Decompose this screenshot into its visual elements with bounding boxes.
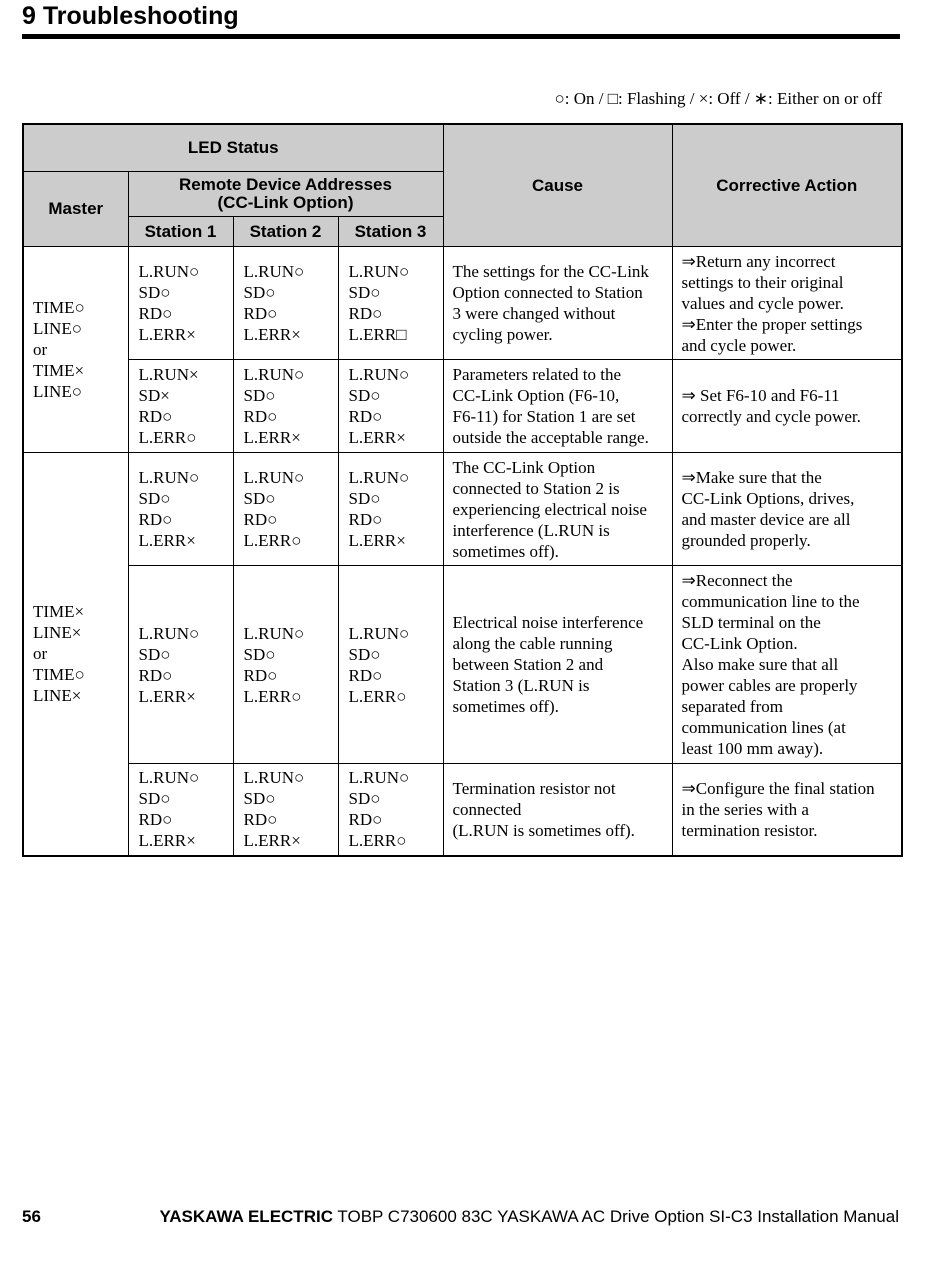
led-status: SD○ — [243, 489, 276, 508]
document-title: TOBP C730600 83C YASKAWA AC Drive Option SI-C3 Installation Manual — [332, 1207, 899, 1226]
led-status: RD○ — [243, 665, 278, 685]
led-status: RD○ — [243, 510, 278, 529]
station-2-led-cell — [233, 247, 338, 360]
led-status: L.ERR○ — [348, 686, 407, 706]
led-status: L.ERR○ — [243, 686, 302, 706]
led-status: L.ERR× — [138, 686, 196, 706]
troubleshooting-table — [22, 123, 903, 857]
led-status-header: LED Status — [23, 124, 443, 172]
station-1-led-cell — [128, 360, 233, 453]
cause-cell: The settings for the CC-Link Option connected to Station 3 were changed without cycling power. — [443, 247, 672, 360]
led-status: SD○ — [243, 789, 276, 809]
corrective-action-cell: ⇒Make sure that the CC-Link Options, drives, and master device are all grounded properly. — [672, 453, 902, 566]
led-status: L.ERR○ — [348, 831, 407, 851]
led-status: SD○ — [348, 386, 381, 405]
led-status: L.ERR○ — [243, 531, 302, 550]
led-status: L.RUN○ — [348, 262, 410, 281]
led-status: L.RUN○ — [138, 468, 200, 487]
cause-cell: The CC-Link Option connected to Station 2 is experiencing electrical noise interference (L.RUN is sometimes off). — [443, 453, 672, 566]
led-status: L.ERR○ — [138, 428, 197, 447]
station-3-led-cell — [338, 453, 443, 566]
master-header: Master — [23, 172, 128, 247]
led-status: SD○ — [243, 283, 276, 302]
led-status: SD○ — [348, 644, 381, 664]
led-status: L.ERR× — [348, 428, 406, 447]
remote-device-header: Remote Device Addresses (CC-Link Option) — [128, 172, 443, 217]
led-status: L.RUN○ — [348, 768, 410, 788]
led-status: L.ERR× — [243, 831, 301, 851]
led-status: RD○ — [138, 407, 173, 426]
led-status: L.RUN○ — [138, 262, 200, 281]
led-status: RD○ — [138, 304, 173, 323]
table-row — [23, 247, 902, 360]
led-status: RD○ — [243, 304, 278, 323]
led-status: SD○ — [138, 283, 171, 302]
table-row — [23, 566, 902, 764]
led-status: RD○ — [348, 304, 383, 323]
led-status: L.ERR× — [138, 531, 196, 550]
led-status: RD○ — [348, 810, 383, 830]
led-status: L.ERR× — [348, 531, 406, 550]
cause-cell: Termination resistor not connected (L.RUN is sometimes off). — [443, 764, 672, 856]
cause-cell: Electrical noise interference along the cable running between Station 2 and Station 3 (L.RUN is sometimes off). — [443, 566, 672, 764]
master-status-cell: TIME○ LINE○ or TIME× LINE○ — [23, 247, 128, 453]
corrective-action-cell: ⇒ Set F6-10 and F6-11 correctly and cycle power. — [672, 360, 902, 453]
led-status: L.ERR× — [243, 428, 301, 447]
led-status: L.RUN× — [138, 365, 199, 384]
led-status: L.RUN○ — [243, 262, 305, 281]
led-status: L.RUN○ — [243, 365, 305, 384]
cause-cell: Parameters related to the CC-Link Option (F6-10, F6-11) for Station 1 are set outside the acceptable range. — [443, 360, 672, 453]
corrective-action-header: Corrective Action — [672, 124, 902, 247]
master-status-cell: TIME× LINE× or TIME○ LINE× — [23, 453, 128, 856]
led-status: RD○ — [138, 510, 173, 529]
led-status: L.RUN○ — [348, 365, 410, 384]
led-status: L.RUN○ — [138, 768, 200, 788]
led-status: L.RUN○ — [348, 623, 410, 643]
led-status: L.RUN○ — [243, 623, 305, 643]
station-1-led-cell — [128, 247, 233, 360]
station-3-led-cell — [338, 360, 443, 453]
table-row — [23, 764, 902, 856]
led-status: L.ERR× — [138, 325, 196, 344]
led-status: RD○ — [243, 407, 278, 426]
page-footer — [22, 1206, 899, 1228]
led-status: SD× — [138, 386, 170, 405]
led-status: SD○ — [243, 386, 276, 405]
brand-name: YASKAWA ELECTRIC — [159, 1207, 333, 1226]
led-status: RD○ — [348, 510, 383, 529]
station-3-led-cell — [338, 764, 443, 856]
led-status: L.RUN○ — [243, 468, 305, 487]
cause-header: Cause — [443, 124, 672, 247]
station-3-led-cell — [338, 566, 443, 764]
led-status: RD○ — [348, 407, 383, 426]
table-row — [23, 360, 902, 453]
led-status: SD○ — [138, 644, 171, 664]
led-status: SD○ — [348, 283, 381, 302]
led-status: SD○ — [348, 489, 381, 508]
station-2-led-cell — [233, 566, 338, 764]
table-row — [23, 453, 902, 566]
page-title: 9 Troubleshooting — [22, 0, 900, 39]
led-status: L.ERR× — [138, 831, 196, 851]
corrective-action-cell: ⇒Configure the final station in the series with a termination resistor. — [672, 764, 902, 856]
station-1-header: Station 1 — [128, 217, 233, 247]
document-reference — [159, 1206, 899, 1228]
station-2-header: Station 2 — [233, 217, 338, 247]
station-2-led-cell — [233, 360, 338, 453]
led-status: SD○ — [138, 789, 171, 809]
station-1-led-cell — [128, 453, 233, 566]
station-1-led-cell — [128, 566, 233, 764]
led-status: SD○ — [243, 644, 276, 664]
led-status: RD○ — [138, 810, 173, 830]
led-status: RD○ — [138, 665, 173, 685]
corrective-action-cell: ⇒Reconnect the communication line to the SLD terminal on the CC-Link Option. Also make sure that all power cables are properly separated from communication lines (at least 100 mm away). — [672, 566, 902, 764]
led-status: L.ERR× — [243, 325, 301, 344]
led-status: L.RUN○ — [243, 768, 305, 788]
led-status: SD○ — [348, 789, 381, 809]
led-legend: ○: On / □: Flashing / ×: Off / ∗: Either on or off — [554, 89, 882, 108]
led-status: L.ERR□ — [348, 325, 407, 344]
station-2-led-cell — [233, 453, 338, 566]
led-status: L.RUN○ — [138, 623, 200, 643]
led-status: RD○ — [243, 810, 278, 830]
led-status: L.RUN○ — [348, 468, 410, 487]
corrective-action-cell: ⇒Return any incorrect settings to their original values and cycle power. ⇒Enter the proper settings and cycle power. — [672, 247, 902, 360]
led-status: RD○ — [348, 665, 383, 685]
station-1-led-cell — [128, 764, 233, 856]
page-number: 56 — [22, 1207, 41, 1226]
station-3-header: Station 3 — [338, 217, 443, 247]
station-2-led-cell — [233, 764, 338, 856]
station-3-led-cell — [338, 247, 443, 360]
led-status: SD○ — [138, 489, 171, 508]
